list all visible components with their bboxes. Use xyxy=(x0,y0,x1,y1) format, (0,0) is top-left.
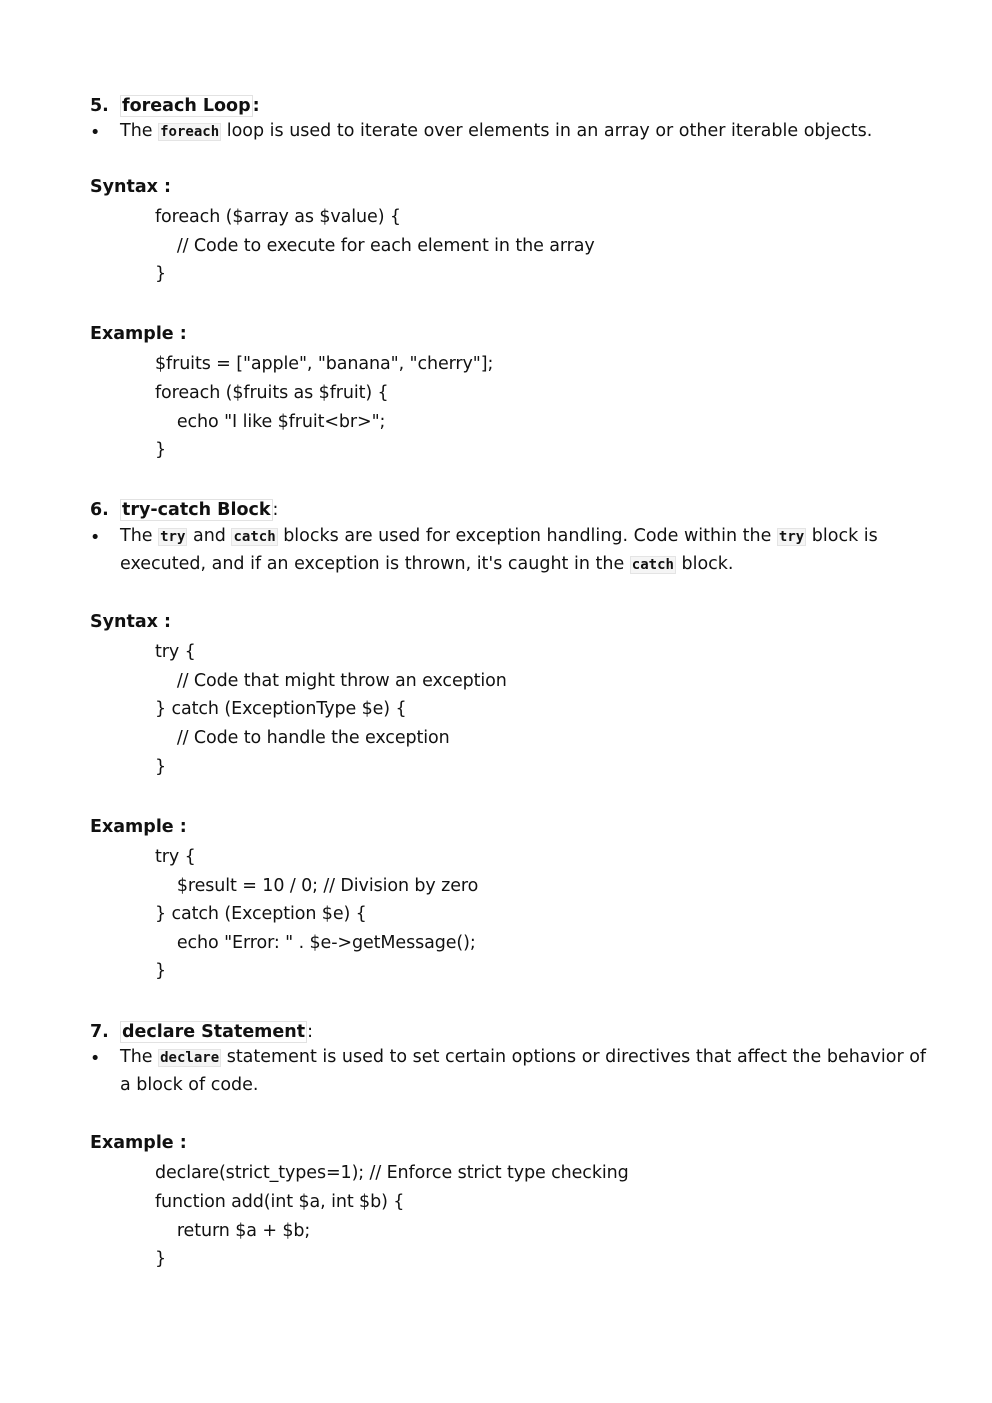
code-line: } xyxy=(155,440,167,460)
code-line: $result = 10 / 0; // Division by zero xyxy=(155,876,479,896)
section-heading xyxy=(120,95,260,117)
section-number: 7. xyxy=(90,1022,109,1042)
code-line: } xyxy=(155,264,167,284)
text: block is executed, and if an exception is thrown, it's caught in the xyxy=(120,526,878,574)
code-line: } catch (Exception $e) { xyxy=(155,904,367,924)
code-line: declare(strict_types=1); // Enforce strict type checking xyxy=(155,1163,629,1183)
text: The xyxy=(120,1047,159,1067)
bullet-text xyxy=(120,523,930,579)
heading-suffix: : xyxy=(272,500,279,520)
heading-title: try-catch Block xyxy=(122,500,271,520)
bullet-text xyxy=(120,1044,930,1099)
code-line: return $a + $b; xyxy=(155,1221,311,1241)
code-line: } xyxy=(155,961,167,981)
code-line: // Code to execute for each element in the array xyxy=(155,236,595,256)
heading-title: foreach Loop xyxy=(122,96,251,116)
inline-code: try xyxy=(160,529,186,545)
section-number: 5. xyxy=(90,96,109,116)
text: block. xyxy=(675,554,734,574)
code-line: $fruits = ["apple", "banana", "cherry"]; xyxy=(155,354,494,374)
text: statement is used to set certain options or directives that affect the behavior of a block of code. xyxy=(120,1047,927,1095)
text: blocks are used for exception handling. Code within the xyxy=(277,526,777,546)
section-heading xyxy=(120,1021,313,1043)
code-line: echo "Error: " . $e->getMessage(); xyxy=(155,933,476,953)
code-line: } catch (ExceptionType $e) { xyxy=(155,699,407,719)
inline-code: try xyxy=(778,529,805,545)
inline-code: foreach xyxy=(160,124,220,140)
inline-code: catch xyxy=(233,529,276,545)
code-line: function add(int $a, int $b) { xyxy=(155,1192,405,1212)
section-number: 6. xyxy=(90,500,109,520)
heading-title: declare Statement xyxy=(122,1022,306,1042)
code-line: echo "I like $fruit<br>"; xyxy=(155,412,386,432)
example-label: Example : xyxy=(90,1133,187,1153)
bullet-text xyxy=(120,118,930,146)
code-line: try { xyxy=(155,847,196,867)
text: and xyxy=(187,526,232,546)
code-line: } xyxy=(155,757,167,777)
code-line: foreach ($array as $value) { xyxy=(155,207,401,227)
bullet-dot: • xyxy=(90,528,101,548)
heading-suffix: : xyxy=(252,96,260,116)
text: The xyxy=(120,526,159,546)
syntax-label: Syntax : xyxy=(90,612,172,632)
bullet-dot: • xyxy=(90,123,101,143)
code-line: } xyxy=(155,1249,167,1269)
code-line: foreach ($fruits as $fruit) { xyxy=(155,383,389,403)
code-line: try { xyxy=(155,642,196,662)
inline-code: catch xyxy=(631,557,674,573)
bullet-dot: • xyxy=(90,1049,101,1069)
inline-code: declare xyxy=(160,1050,220,1066)
syntax-label: Syntax : xyxy=(90,177,172,197)
section-heading xyxy=(120,499,278,521)
example-label: Example : xyxy=(90,324,187,344)
text: loop is used to iterate over elements in an array or other iterable objects. xyxy=(221,121,873,141)
example-label: Example : xyxy=(90,817,187,837)
code-line: // Code that might throw an exception xyxy=(155,671,507,691)
heading-suffix: : xyxy=(307,1022,314,1042)
code-line: // Code to handle the exception xyxy=(155,728,450,748)
text: The xyxy=(120,121,159,141)
